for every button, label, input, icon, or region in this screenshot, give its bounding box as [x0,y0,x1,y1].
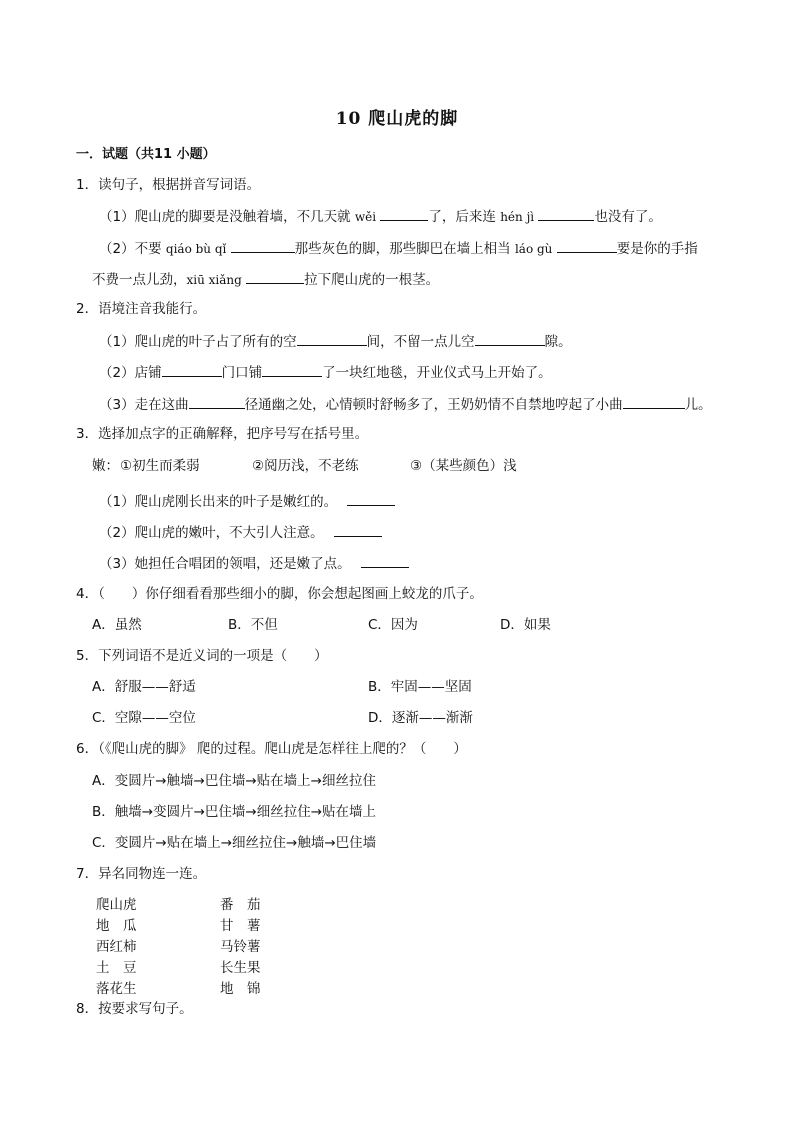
text: 径通幽之处，心情顿时舒畅多了，王奶奶情不自禁地哼起了小曲 [244,397,623,413]
text: （3）她担任合唱团的领唱，还是嫩了点。 [99,556,351,572]
answer-blank[interactable] [623,394,685,409]
text: 也没有了。 [594,209,662,225]
question-stem: 下列词语不是近义词的一项是（ ） [98,648,328,664]
right-item[interactable]: 地 锦 [220,981,261,997]
pinyin: hén jì [500,210,535,224]
option-d[interactable]: D．逐渐——渐渐 [368,710,473,726]
text: 拉下爬山虎的一根茎。 [304,272,440,288]
text: 间，不留一点儿空 [366,334,475,350]
option-c[interactable]: C．因为 [368,617,418,633]
q2-sentence-3 [99,394,712,414]
pinyin: xiū xiǎng [186,273,242,287]
answer-blank[interactable] [361,553,409,568]
matching-row [96,893,296,914]
page-title: 10 爬山虎的脚 [335,109,459,129]
right-item[interactable]: 长生果 [220,960,261,976]
q3-definitions [92,457,119,475]
q1-sentence-1 [99,206,662,226]
question-2 [76,300,206,318]
question-stem: （ ）你仔细看看那些细小的脚，你会想起图画上蛟龙的爪子。 [98,586,483,602]
option-a[interactable]: A．虽然 [92,617,142,633]
answer-blank[interactable] [538,206,594,221]
answer-blank[interactable] [231,238,295,253]
text: （2）不要 [99,241,166,257]
question-number: 1． [76,177,99,193]
answer-blank[interactable] [262,362,322,377]
text: 了，后来连 [428,209,501,225]
definition-2: ②阅历浅，不老练 [252,458,359,474]
option-a[interactable]: A．舒服——舒适 [92,679,196,695]
section-heading: 一．试题（共11 小题） [76,147,216,162]
right-item[interactable]: 番 茄 [220,897,261,913]
text: 不费一点儿劲， [92,272,187,288]
question-number: 7． [76,866,99,882]
answer-blank[interactable] [246,269,304,284]
definition-3: ③（某些颜色）浅 [410,458,517,474]
answer-blank[interactable] [189,394,245,409]
left-item[interactable]: 爬山虎 [96,897,137,913]
option-c[interactable]: C．空隙——空位 [92,710,196,726]
answer-blank[interactable] [557,238,617,253]
question-8 [76,1000,193,1018]
matching-row [96,977,296,998]
text: （3）走在这曲 [99,397,189,413]
question-stem: 按要求写句子。 [98,1001,193,1017]
text: 儿。 [684,397,712,413]
text: （2）店铺 [99,365,162,381]
option-b[interactable]: B．牢固——坚固 [368,679,472,695]
matching-row [96,956,296,977]
question-number: 4． [76,586,99,602]
text: （1）爬山虎刚长出来的叶子是嫩红的。 [99,494,338,510]
answer-blank[interactable] [297,331,367,346]
right-item[interactable]: 马铃薯 [220,939,261,955]
question-7 [76,865,206,883]
answer-blank[interactable] [334,522,382,537]
pinyin: láo gù [514,242,553,256]
matching-list [96,893,296,998]
question-1 [76,176,260,194]
question-stem: 选择加点字的正确解释，把序号写在括号里。 [98,426,369,442]
option-c[interactable]: C．变圆片→贴在墙上→细丝拉住→触墙→巴住墙 [92,835,377,851]
text: 门口铺 [221,365,263,381]
question-stem: （《爬山虎的脚》 爬的过程。爬山虎是怎样往上爬的？（ ） [98,741,467,757]
pinyin: wěi [354,210,377,224]
pinyin: qiáo bù qǐ [165,242,227,256]
q3-sentence-1 [99,491,395,511]
option-b[interactable]: B．触墙→变圆片→巴住墙→细丝拉住→贴在墙上 [92,804,377,820]
text: （2）爬山虎的嫩叶，不大引人注意。 [99,525,324,541]
left-item[interactable]: 土 豆 [96,960,137,976]
question-stem: 读句子，根据拼音写词语。 [98,177,261,193]
definition-1: ①初生而柔弱 [120,458,200,474]
question-number: 5． [76,648,99,664]
q3-sentence-3 [99,553,409,573]
answer-blank[interactable] [380,206,428,221]
question-number: 2． [76,301,99,317]
answer-blank[interactable] [475,331,545,346]
question-3 [76,425,368,443]
text: （1）爬山虎的叶子占了所有的空 [99,334,297,350]
question-4 [76,585,483,603]
matching-row [96,914,296,935]
question-stem: 语境注音我能行。 [98,301,207,317]
question-number: 3． [76,426,99,442]
left-item[interactable]: 落花生 [96,981,137,997]
question-6 [76,740,467,758]
text: 了一块红地毯，开业仪式马上开始了。 [322,365,552,381]
left-item[interactable]: 地 瓜 [96,918,137,934]
q1-sentence-2 [99,238,698,258]
text: （1）爬山虎的脚要是没触着墙，不几天就 [99,209,355,225]
question-number: 6． [76,741,99,757]
answer-blank[interactable] [347,491,395,506]
option-d[interactable]: D．如果 [500,617,551,633]
question-stem: 异名同物连一连。 [98,866,207,882]
right-item[interactable]: 甘 薯 [220,918,261,934]
q2-sentence-2 [99,362,552,382]
text: 那些灰色的脚，那些脚巴在墙上相当 [294,241,515,257]
definition-label: 嫩： [92,458,119,474]
q3-sentence-2 [99,522,382,542]
option-b[interactable]: B．不但 [228,617,278,633]
question-5 [76,647,328,665]
question-number: 8． [76,1001,99,1017]
text: 隙。 [544,334,572,350]
text: 要是你的手指 [616,241,698,257]
answer-blank[interactable] [162,362,222,377]
left-item[interactable]: 西红柿 [96,939,137,955]
option-a[interactable]: A．变圆片→触墙→巴住墙→贴在墙上→细丝拉住 [92,773,376,789]
matching-row [96,935,296,956]
q1-sentence-2-cont [92,269,439,289]
q2-sentence-1 [99,331,572,351]
